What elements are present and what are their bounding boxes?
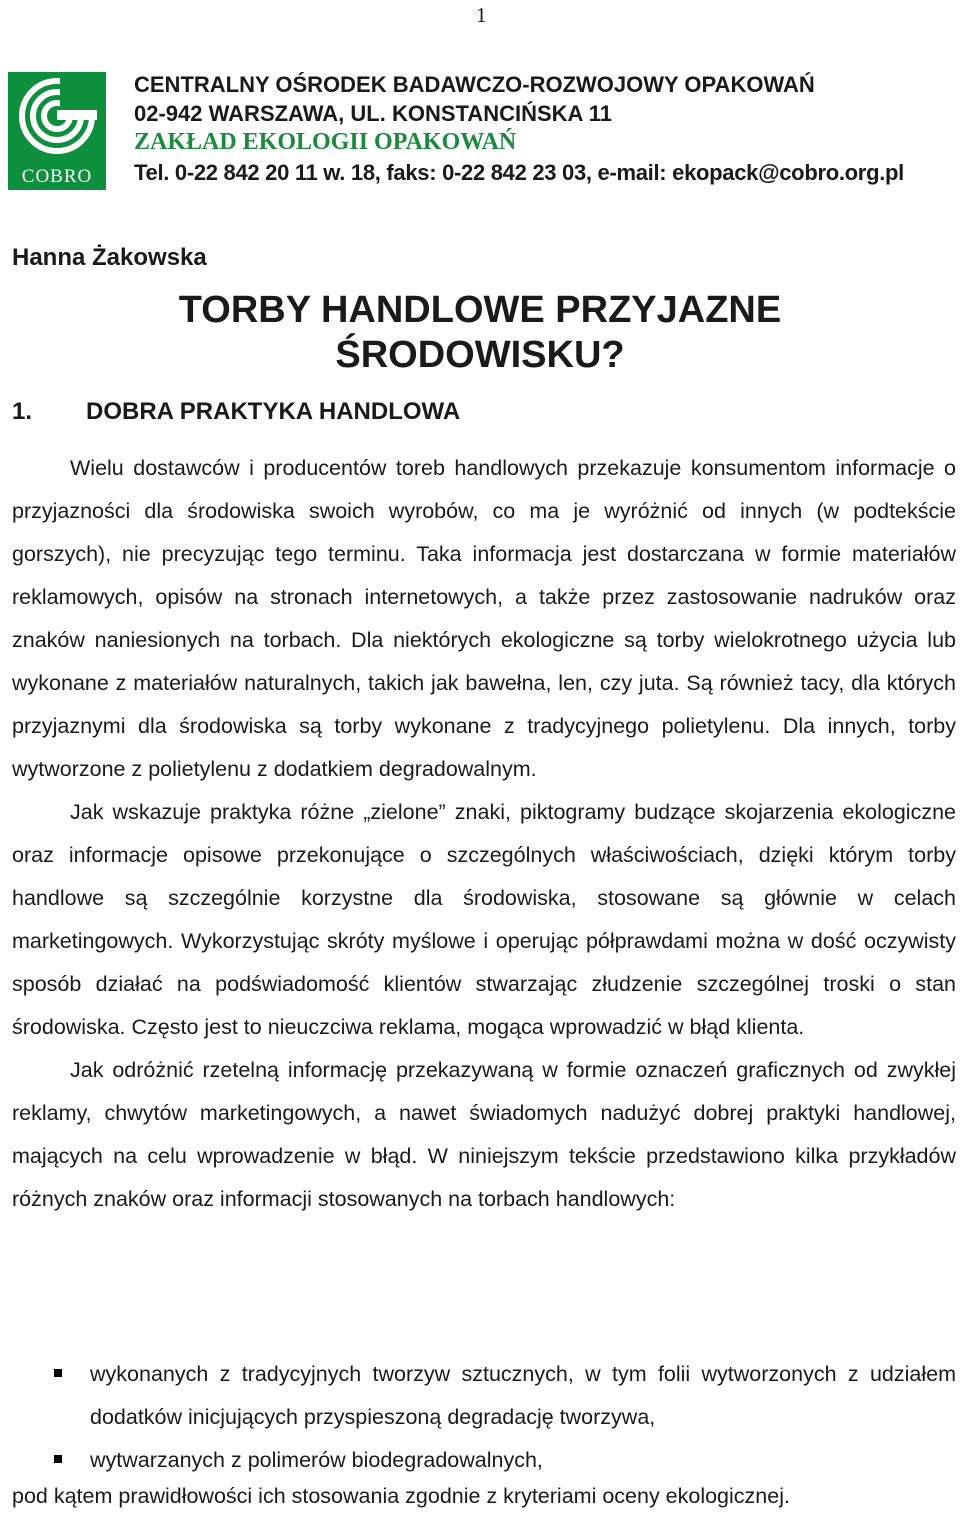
department-name: ZAKŁAD EKOLOGII OPAKOWAŃ: [134, 129, 517, 155]
paragraph: Jak wskazuje praktyka różne „zielone” znaki, piktogramy budzące skojarzenia ekologiczne oraz informacje opisowe przekonujące o szczególnych właściwościach, dzięki którym torby handlowe są szczególnie korzystne dla środowiska, stosowane są głównie w celach marketingowych. Wykorzystując skróty myślowe i operując półprawdami można w dość oczywisty sposób działać na podświadomość klientów stwarzając złudzenie szczególnej troski o stan środowiska. Często jest to nieuczciwa reklama, mogąca wprowadzić w błąd klienta.: [12, 800, 956, 1039]
page-number: 1: [476, 3, 487, 27]
document-title-line-2: ŚRODOWISKU?: [335, 334, 625, 376]
square-bullet-icon: [54, 1455, 62, 1463]
paragraph: Jak odróżnić rzetelną informację przekazywaną w formie oznaczeń graficznych od zwykłej reklamy, chwytów marketingowych, a nawet świadomych nadużyć dobrej praktyki handlowej, mających na celu wprowadzenie w błąd. W niniejszym tekście przedstawiono kilka przykładów różnych znaków oraz informacji stosowanych na torbach handlowych:: [12, 1058, 956, 1211]
institute-name: CENTRALNY OŚRODEK BADAWCZO-ROZWOJOWY OPAKOWAŃ: [134, 72, 815, 97]
body-text: [12, 447, 956, 1221]
document-title-line-1: TORBY HANDLOWE PRZYJAZNE: [178, 289, 782, 331]
concentric-circles-icon: [8, 72, 106, 168]
institute-address: 02-942 WARSZAWA, UL. KONSTANCIŃSKA 11: [134, 101, 612, 126]
list-item-text: wytwarzanych z polimerów biodegradowalnych,: [90, 1448, 543, 1472]
list-item: [12, 1439, 956, 1482]
paragraph: Wielu dostawców i producentów toreb handlowych przekazuje konsumentom informacje o przyjazności dla środowiska swoich wyrobów, co ma je wyróżnić od innych (w podtekście gorszych), nie precyzując tego terminu. Taka informacja jest dostarczana w formie materiałów reklamowych, opisów na stronach internetowych, a także przez zastosowanie nadruków oraz znaków naniesionych na torbach. Dla niektórych ekologiczne są torby wielokrotnego użycia lub wykonane z materiałów naturalnych, takich jak bawełna, len, czy juta. Są również tacy, dla których przyjaznymi dla środowiska są torby wykonane z tradycyjnego polietylenu. Dla innych, torby wytworzone z polietylenu z dodatkiem degradowalnym.: [12, 456, 956, 781]
list-item: [12, 1353, 956, 1439]
contact-line: Tel. 0-22 842 20 11 w. 18, faks: 0-22 842 23 03, e-mail: ekopack@cobro.org.pl: [134, 160, 904, 185]
bullet-list: [12, 1353, 956, 1482]
author-name: Hanna Żakowska: [12, 244, 207, 271]
cobro-logo: [8, 72, 106, 190]
section-heading: [12, 398, 460, 426]
logo-text: COBRO: [21, 166, 93, 187]
section-title: DOBRA PRAKTYKA HANDLOWA: [86, 398, 461, 425]
closing-sentence: pod kątem prawidłowości ich stosowania zgodnie z kryteriami oceny ekologicznej.: [12, 1484, 790, 1508]
section-number: 1.: [12, 398, 33, 425]
square-bullet-icon: [54, 1369, 62, 1377]
list-item-text: wykonanych z tradycyjnych tworzyw sztucznych, w tym folii wytworzonych z udziałem dodatków inicjujących przyspieszoną degradację tworzywa,: [90, 1362, 956, 1429]
